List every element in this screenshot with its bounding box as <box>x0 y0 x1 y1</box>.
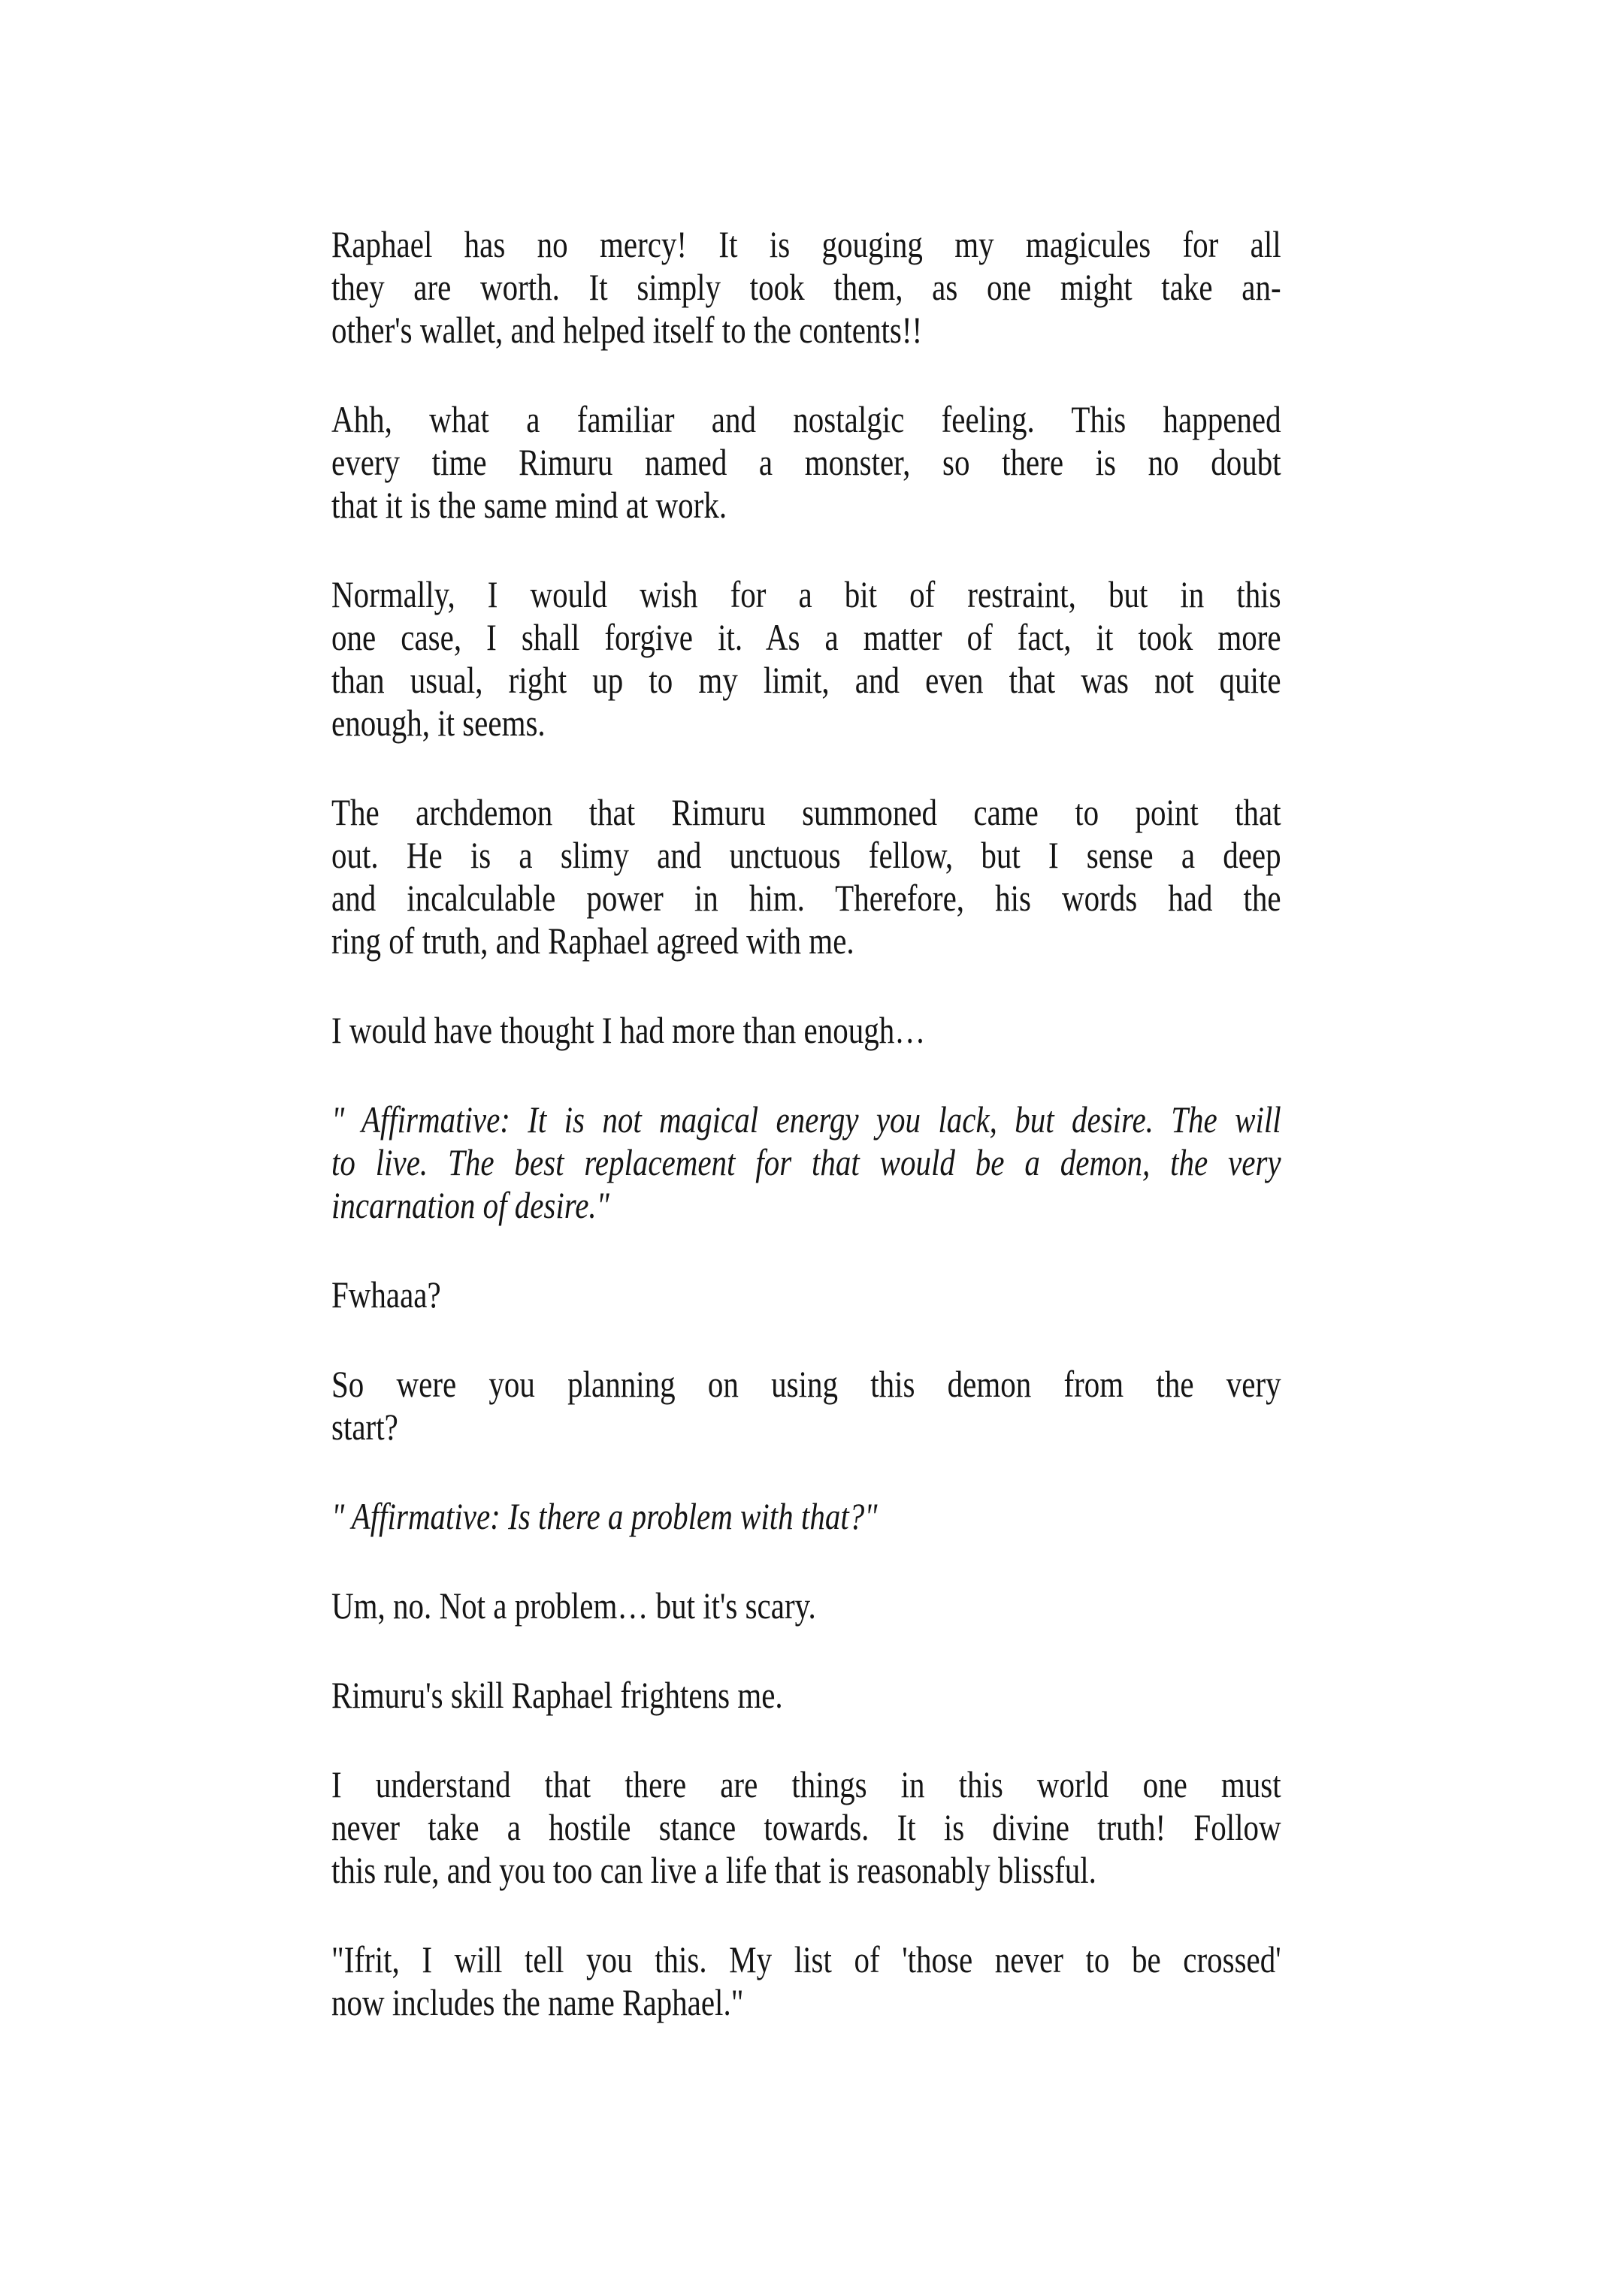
paragraph <box>331 1763 1281 1892</box>
paragraph <box>331 1938 1281 2024</box>
text-line: enough, it seems. <box>331 702 546 744</box>
text-line: ring of truth, and Raphael agreed with me. <box>331 920 854 962</box>
text-line: Um, no. Not a problem… but it's scary. <box>331 1585 816 1627</box>
text-line: incarnation of desire." <box>331 1184 609 1226</box>
text-line: So were you planning on using this demon from the very <box>331 1363 1281 1405</box>
paragraph <box>331 1674 1281 1717</box>
text-line: and incalculable power in him. Therefore, his words had the <box>331 877 1281 919</box>
text-line: start? <box>331 1406 398 1448</box>
text-line: Fwhaaa? <box>331 1273 441 1316</box>
text-line: now includes the name Raphael." <box>331 1981 744 2023</box>
paragraph <box>331 1495 1281 1538</box>
text-line: than usual, right up to my limit, and even that was not quite <box>331 659 1281 701</box>
text-line: to live. The best replacement for that would be a demon, the very <box>331 1141 1281 1183</box>
paragraph <box>331 398 1281 527</box>
text-line: " Affirmative: It is not magical energy you lack, but desire. The will <box>331 1098 1281 1140</box>
text-line: other's wallet, and helped itself to the contents!! <box>331 309 923 351</box>
text-line: " Affirmative: Is there a problem with that?" <box>331 1495 878 1537</box>
paragraph <box>331 1098 1281 1227</box>
text-line: Raphael has no mercy! It is gouging my magicules for all <box>331 223 1281 265</box>
text-line: one case, I shall forgive it. As a matter of fact, it took more <box>331 616 1281 658</box>
text-line: "Ifrit, I will tell you this. My list of 'those never to be crossed' <box>331 1938 1281 1980</box>
text-line: out. He is a slimy and unctuous fellow, but I sense a deep <box>331 834 1281 876</box>
text-line: Rimuru's skill Raphael frightens me. <box>331 1674 783 1716</box>
paragraph <box>331 1009 1281 1052</box>
text-line: they are worth. It simply took them, as one might take an- <box>331 266 1281 308</box>
paragraph <box>331 573 1281 745</box>
text-line: Ahh, what a familiar and nostalgic feeling. This happened <box>331 398 1281 440</box>
paragraph <box>331 791 1281 962</box>
paragraph <box>331 1273 1281 1316</box>
text-line: I would have thought I had more than enough… <box>331 1009 926 1051</box>
text-line: The archdemon that Rimuru summoned came to point that <box>331 791 1281 833</box>
text-line: never take a hostile stance towards. It is divine truth! Follow <box>331 1806 1281 1848</box>
paragraph <box>331 1363 1281 1449</box>
paragraph <box>331 223 1281 352</box>
text-line: every time Rimuru named a monster, so there is no doubt <box>331 441 1281 483</box>
text-line: I understand that there are things in this world one must <box>331 1763 1281 1805</box>
text-line: Normally, I would wish for a bit of restraint, but in this <box>331 573 1281 615</box>
text-line: that it is the same mind at work. <box>331 484 727 526</box>
paragraph <box>331 1585 1281 1627</box>
text-line: this rule, and you too can live a life that is reasonably blissful. <box>331 1849 1096 1891</box>
text-column <box>331 223 1281 2024</box>
